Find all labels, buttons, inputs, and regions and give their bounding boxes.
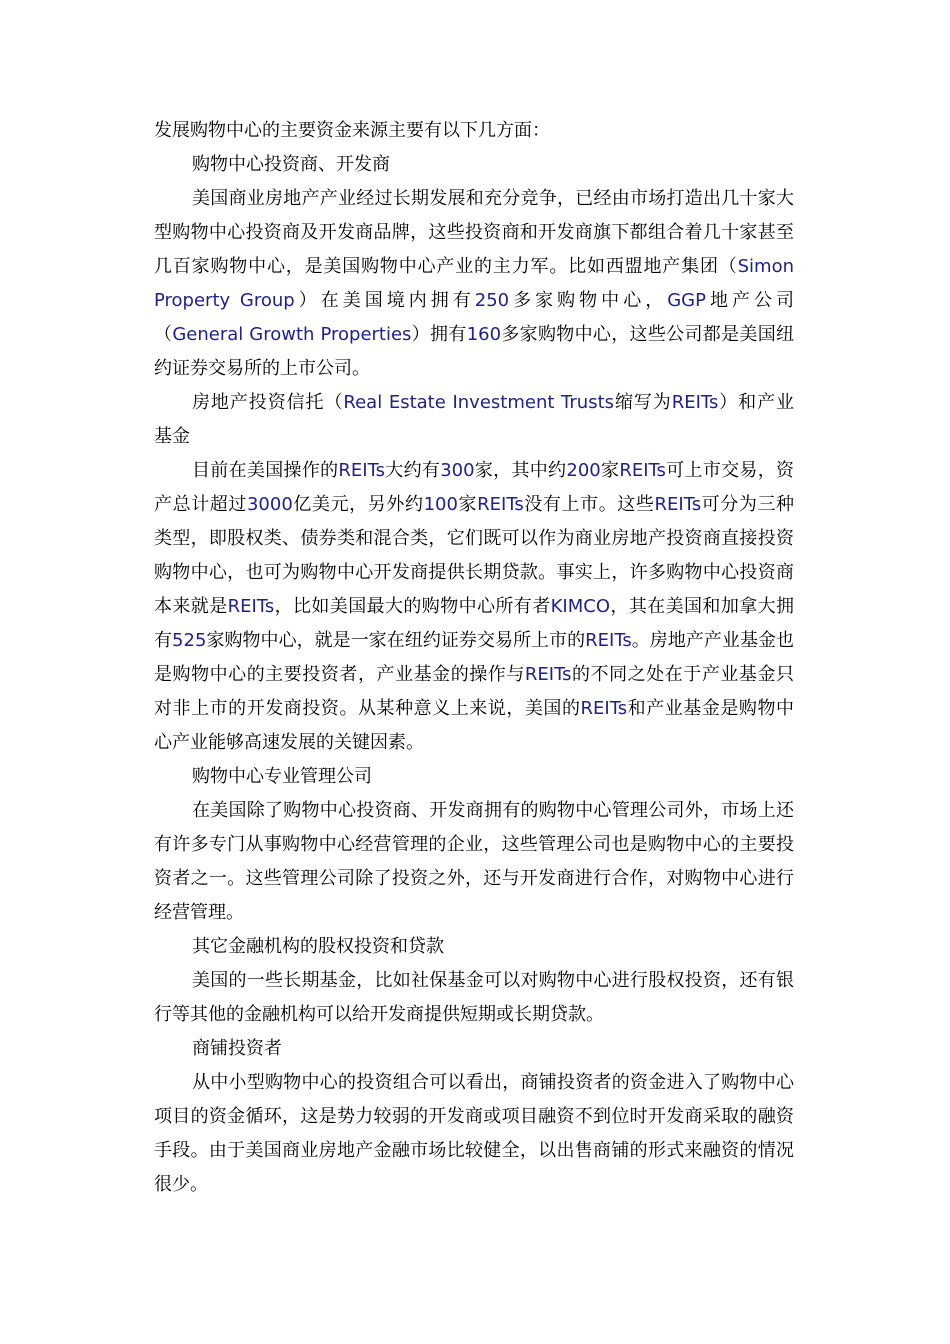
paragraph-investors-developers: 美国商业房地产产业经过长期发展和充分竞争，已经由市场打造出几十家大型购物中心投资商及开发商品牌，这些投资商和开发商旗下都组合着几十家甚至几百家购物中心，是美国购物中心产业的主力军。比如西盟地产集团（Simon Property Group）在美国境内拥有250多家购物中心，GGP地产公司（General Growth Properties）拥有160多家购物中心，这些公司都是美国纽约证券交易所的上市公司。 — [154, 188, 795, 379]
paragraph-reits: 目前在美国操作的REITs大约有300家，其中约200家REITs可上市交易，资产总计超过3000亿美元，另外约100家REITs没有上市。这些REITs可分为三种类型，即股权类、债券类和混合类，它们既可以作为商业房地产投资商直接投资购物中心，也可为购物中心开发商提供长期贷款。事实上，许多购物中心投资商本来就是REITs，比如美国最大的购物中心所有者KIMCO，其在美国和加拿大拥有525家购物中心，就是一家在纽约证券交易所上市的REITs。房地产产业基金也是购物中心的主要投资者，产业基金的操作与REITs的不同之处在于产业基金只对非上市的开发商投资。从某种意义上来说，美国的REITs和产业基金是购物中心产业能够高速发展的关键因素。 — [154, 460, 795, 753]
heading-shop-investors: 商铺投资者 — [192, 1038, 282, 1059]
heading-investors-developers: 购物中心投资商、开发商 — [192, 154, 390, 175]
paragraph-management-companies: 在美国除了购物中心投资商、开发商拥有的购物中心管理公司外，市场上还有许多专门从事购物中心经营管理的企业，这些管理公司也是购物中心的主要投资者之一。这些管理公司除了投资之外，还与开发商进行合作，对购物中心进行经营管理。 — [154, 800, 794, 923]
heading-financial-institutions: 其它金融机构的股权投资和贷款 — [192, 936, 444, 957]
paragraph-financial-institutions: 美国的一些长期基金，比如社保基金可以对购物中心进行股权投资，还有银行等其他的金融机构可以给开发商提供短期或长期贷款。 — [154, 970, 794, 1025]
heading-management-companies: 购物中心专业管理公司 — [192, 766, 372, 787]
intro-paragraph: 发展购物中心的主要资金来源主要有以下几方面： — [154, 120, 550, 141]
document-body — [154, 114, 794, 1202]
paragraph-shop-investors: 从中小型购物中心的投资组合可以看出，商铺投资者的资金进入了购物中心项目的资金循环，这是势力较弱的开发商或项目融资不到位时开发商采取的融资手段。由于美国商业房地产金融市场比较健全，以出售商铺的形式来融资的情况很少。 — [154, 1072, 794, 1195]
heading-reits: 房地产投资信托（Real Estate Investment Trusts缩写为REITs）和产业基金 — [154, 392, 795, 447]
